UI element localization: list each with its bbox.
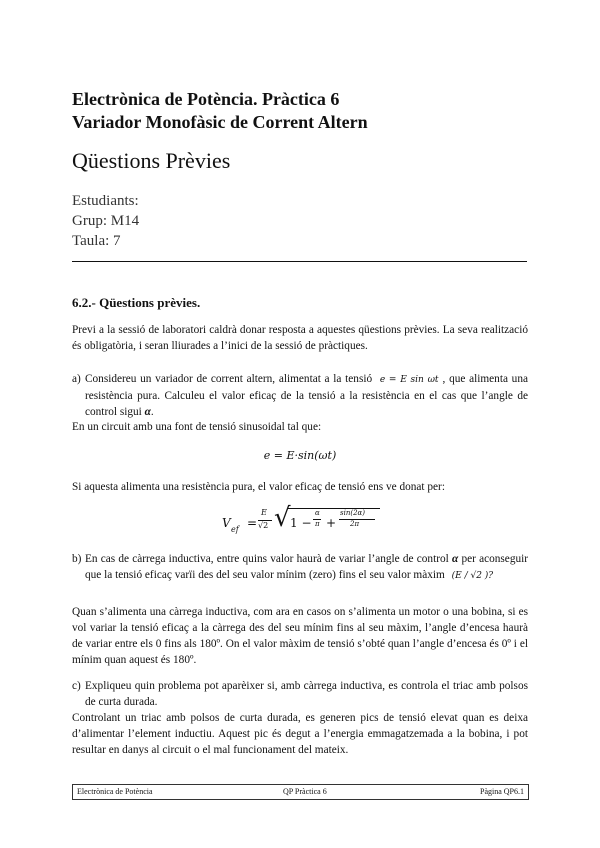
question-a-label: a) [72,373,81,385]
formula-lhs: V [222,516,231,530]
page-footer [72,784,529,800]
frac1-numerator: E [261,508,267,517]
root-symbol: √ [274,503,291,533]
alpha-symbol-b: α [451,553,459,565]
question-c-text: Expliqueu quin problema pot aparèixer si, amb càrrega inductiva, es controla el triac amb polsos de curta durada. [85,680,528,708]
footer-page-number: Pàgina QP6.1 [480,787,524,796]
question-b [72,551,528,584]
group-label: Grup: M14 [72,213,140,229]
effective-voltage-formula [222,503,382,542]
alpha-symbol: α [144,406,151,418]
question-a-formula: e = E sin ωt [379,375,439,385]
frac2-denominator: π [315,520,320,528]
student-info [72,191,139,251]
frac3-numerator: sin(2α) [340,509,365,517]
question-a-text: Considereu un variador de corrent altern, alimentat a la tensió e = E sin ωt , que alimenta una resistència pura. Calculeu el valor eficaç de la tensió a la resistència en el cas que l’angle de control sigui α. [85,373,528,418]
answer-a-line-1: En un circuit amb una font de tensió sinusoidal tal que: [72,421,322,433]
answer-a-formula: e = E·sin(ωt) [263,449,337,462]
formula-lhs-subscript: ef [231,525,239,534]
root-bar [288,508,380,509]
one-minus: 1 − [290,516,312,530]
answer-c: Controlant un triac amb polsos de curta durada, es generen pics de tensió elevat quan es deixa d’alimentar l’element inductiu. Aquest pic és degut a l’energia emmagatzemada a la bobina, i pot resultar en danys al circuit o el mal funcionament del mateix. [72,712,528,756]
question-c [72,678,528,710]
question-b-text: En cas de càrrega inductiva, entre quins valor haurà de variar l’angle de control α per aconseguir que la tensió eficaç varïi des del seu valor mínim (zero) fins el seu valor màxim (E / √2 )? [85,553,529,581]
table-label: Taula: 7 [72,233,121,249]
question-b-formula: (E / √2 )? [451,571,494,581]
frac3-denominator: 2π [350,520,360,528]
subsection-heading: 6.2.- Qüestions prèvies. [72,295,201,310]
intro-paragraph: Previ a la sessió de laboratori caldrà donar resposta a aquestes qüestions prèvies. La seva realització és obligatòria, i seran lliurades a l’inici de la sessió de pràctiques. [72,324,528,352]
question-c-label: c) [72,680,81,692]
question-a [72,371,528,420]
students-label: Estudiants: [72,193,139,209]
section-title: Qüestions Prèvies [72,148,231,173]
header-divider [72,261,527,262]
formula-equals: = [247,516,258,530]
header-line-1: Electrònica de Potència. Pràctica 6 [72,89,340,109]
frac1-denominator: √2 [258,521,269,530]
question-b-label: b) [72,553,82,565]
answer-a-line-2: Si aquesta alimenta una resistència pura, el valor eficaç de tensió ens ve donat per: [72,481,445,493]
answer-b: Quan s’alimenta una càrrega inductiva, com ara en casos on s’alimenta un motor o una bobina, si es vol variar la tensió eficaç a la càrrega des del seu mínim fins al seu màxim, l’angle d’encesa haurà de variar entre els 0 fins als 180º. On el valor màxim de tensió s’obté quan l’angle d’encesa és 0º i el mínim quan aquest és 180º. [72,606,528,666]
plus-sign: + [326,516,337,530]
footer-left: Electrònica de Potència [77,787,153,796]
header-line-2: Variador Monofàsic de Corrent Altern [72,112,368,132]
footer-center: QP Pràctica 6 [283,787,327,796]
frac2-numerator: α [315,509,320,517]
document-header [72,88,532,134]
